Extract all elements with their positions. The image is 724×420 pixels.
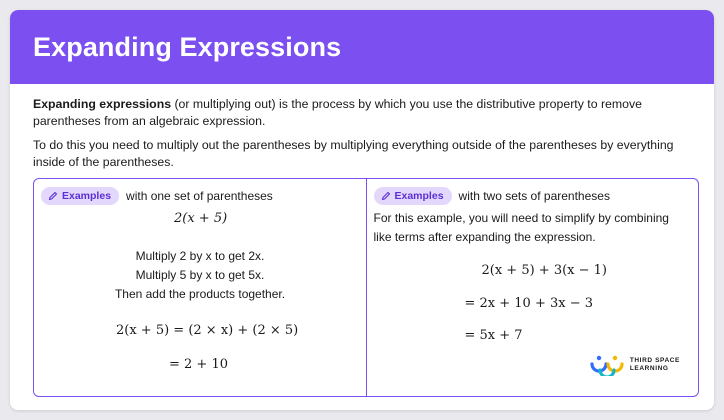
example-heading: with two sets of parentheses xyxy=(458,189,610,203)
example-heading: with one set of parentheses xyxy=(126,189,273,203)
example-panel-one-set xyxy=(34,179,367,396)
equation-line-1: 2(x + 5) = (2 × x) + (2 × 5) xyxy=(116,323,299,338)
page-title: Expanding Expressions xyxy=(33,31,342,62)
intro-text xyxy=(10,84,714,171)
step-1: Multiply 2 by x to get 2x. xyxy=(135,249,265,263)
intro-paragraph-1 xyxy=(33,96,691,130)
examples-badge xyxy=(374,187,452,205)
intro-definition: (or multiplying out) is the process by which you use the distributive property to remove parentheses from an algebraic expression. xyxy=(33,97,642,128)
step-2: Multiply 5 by x to get 5x. xyxy=(135,268,265,282)
lesson-card xyxy=(10,10,714,410)
pencil-icon xyxy=(48,191,58,201)
example-expression: 2(x + 5) xyxy=(174,211,228,226)
example-header xyxy=(41,187,273,205)
description-line-1: For this example, you will need to simplify by combining xyxy=(373,211,669,225)
header-bar xyxy=(10,10,714,84)
equation-line-1: 2(x + 5) + 3(x − 1) xyxy=(481,263,608,278)
intro-paragraph-2: To do this you need to multiply out the parentheses by multiplying everything outside of the parentheses by everything inside of the parentheses. xyxy=(33,138,674,169)
equation-line-3: = 5x + 7 xyxy=(464,328,523,343)
examples-badge-label: Examples xyxy=(62,190,112,202)
logo-mark-icon xyxy=(590,354,624,376)
examples-panels xyxy=(33,178,699,397)
equation-line-2: = 2x + 10 + 3x − 3 xyxy=(464,296,594,311)
example-panel-two-sets xyxy=(367,179,699,396)
examples-badge xyxy=(41,187,119,205)
logo-line-1: THIRD SPACE xyxy=(629,357,680,364)
pencil-icon xyxy=(381,191,391,201)
examples-badge-label: Examples xyxy=(394,190,444,202)
logo-wordmark xyxy=(630,357,680,373)
logo-line-2: LEARNING xyxy=(629,365,669,372)
equation-line-2: = 2 + 10 xyxy=(169,357,228,372)
step-3: Then add the products together. xyxy=(114,287,286,301)
intro-term: Expanding expressions xyxy=(33,97,172,111)
description-line-2: like terms after expanding the expression. xyxy=(373,230,596,244)
example-header xyxy=(374,187,610,205)
third-space-learning-logo xyxy=(590,354,680,376)
